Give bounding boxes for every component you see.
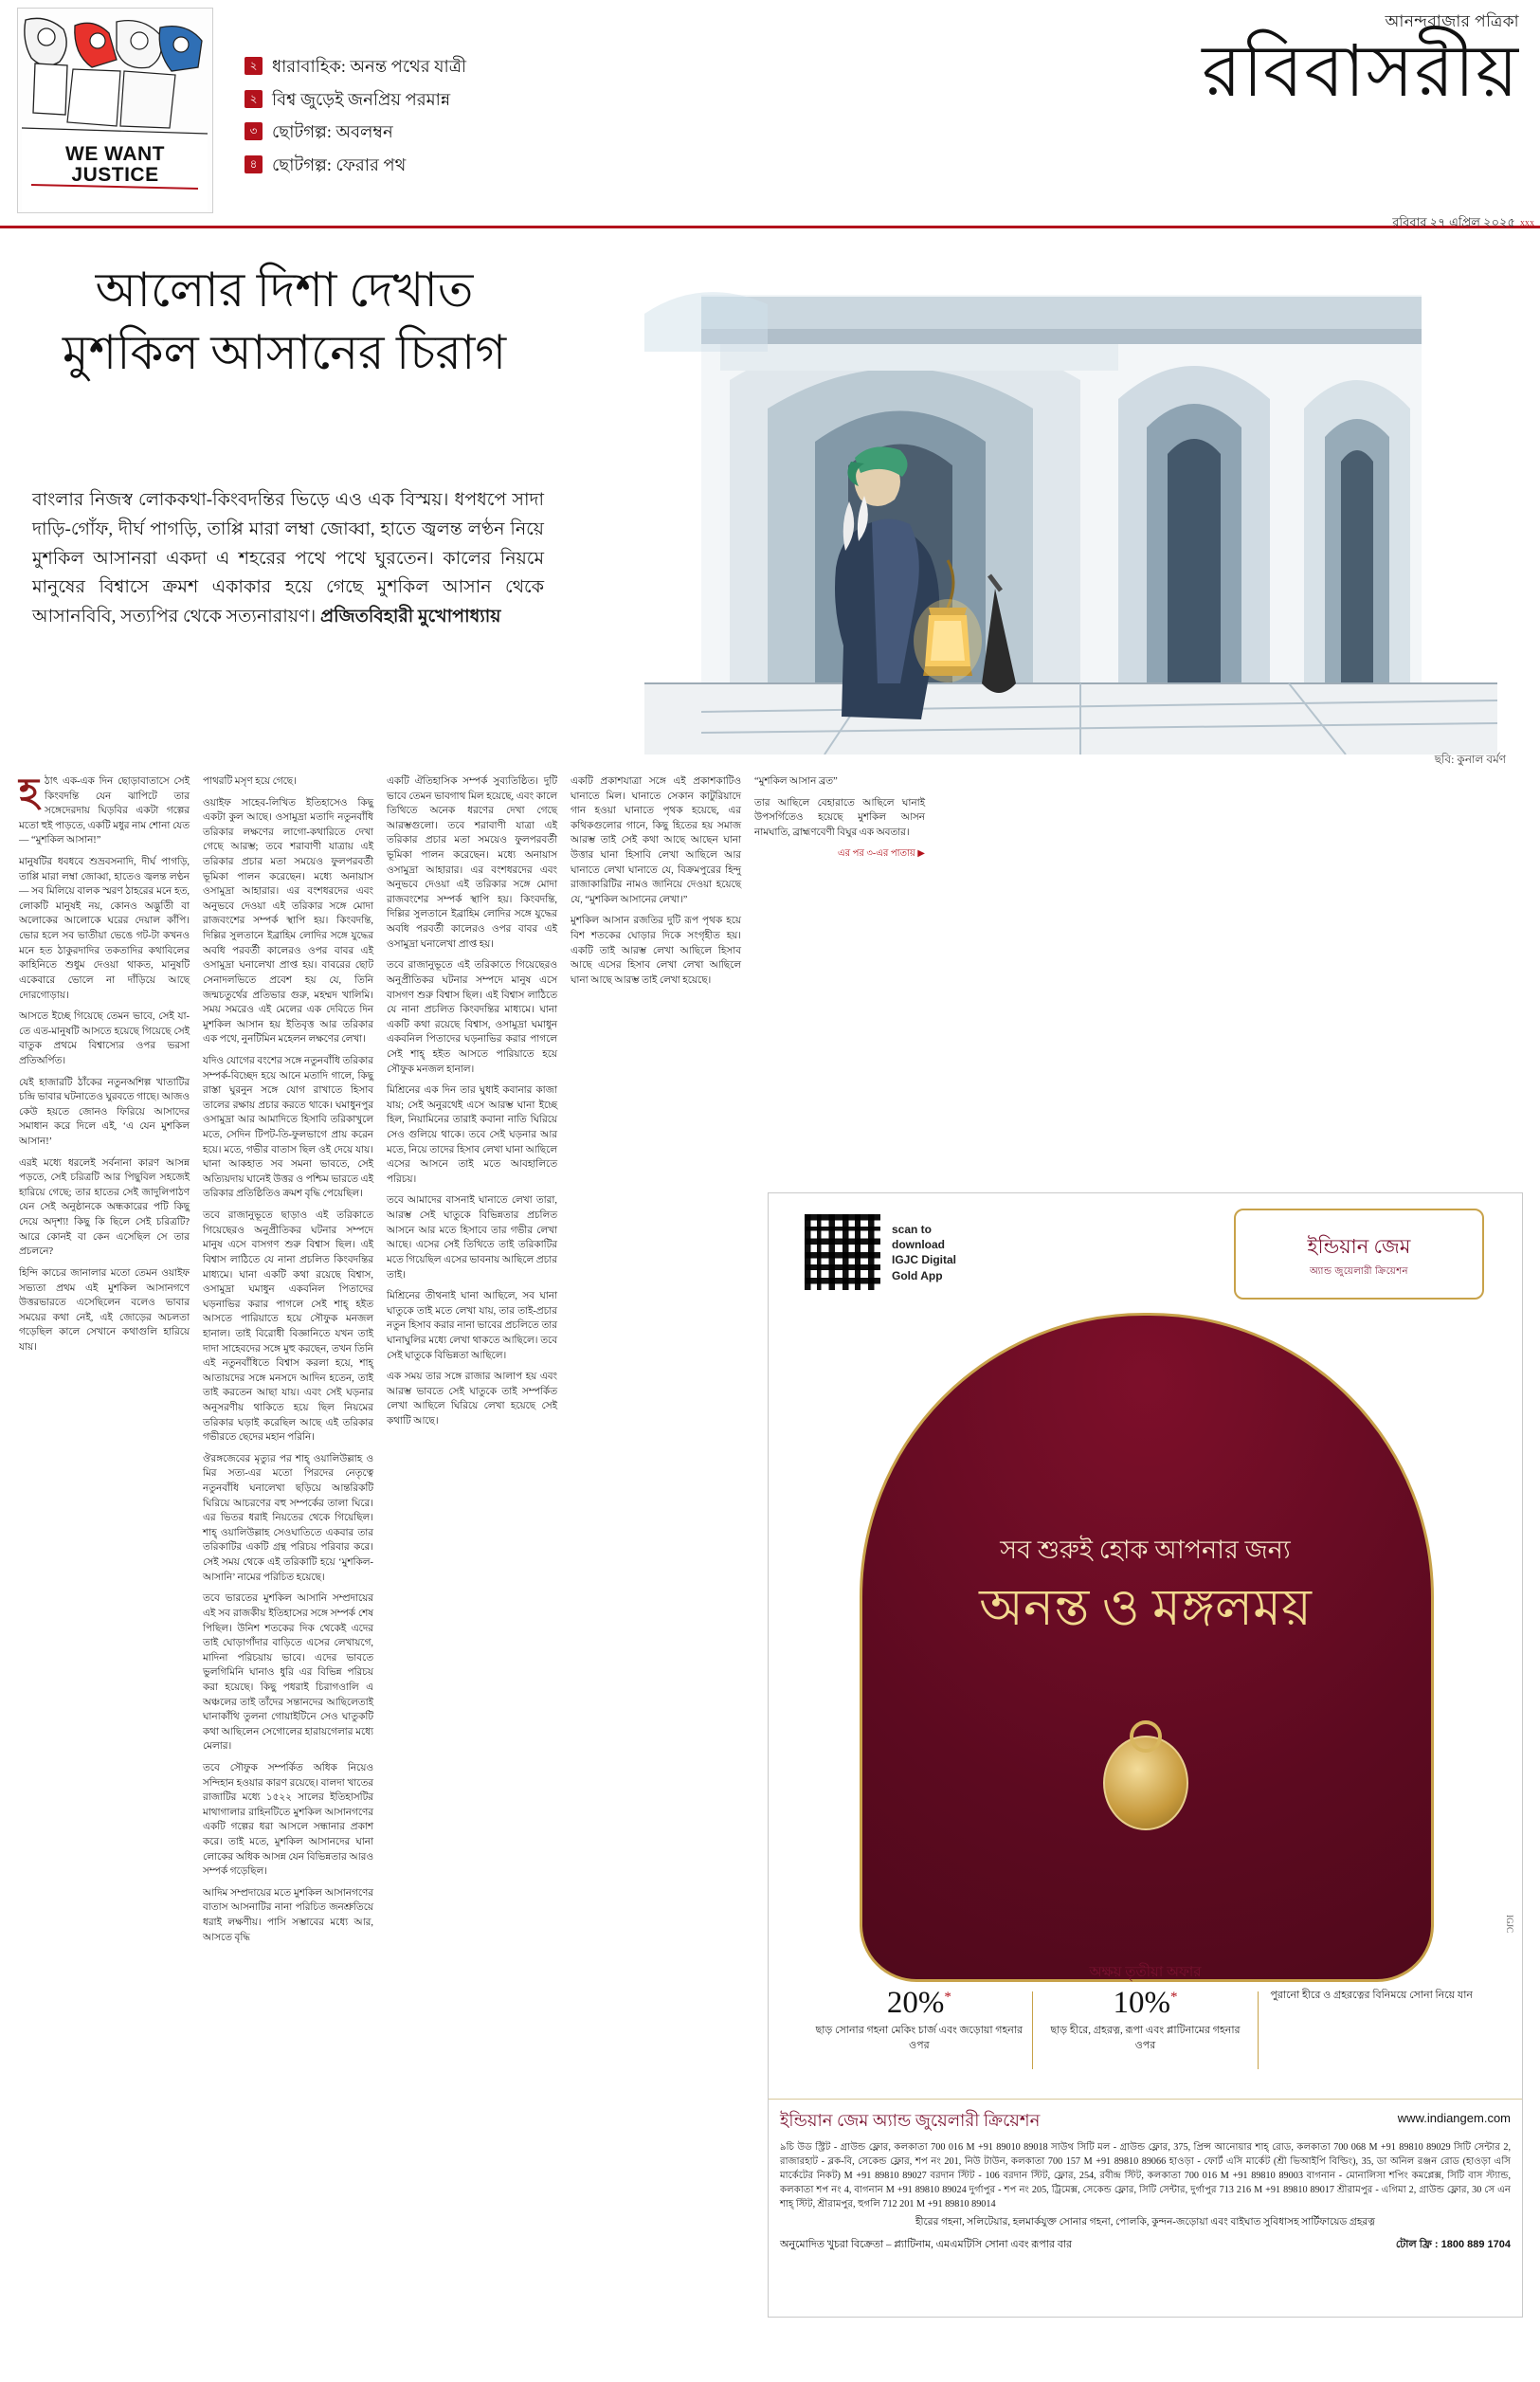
paragraph: আদিম সম্প্রদায়ের মতে মুশকিল আসানগণের বাতাস আসনাটির নানা পরিচিত জনশ্রুতিয়ে ধরাই লক্ষণীয়। পাসি সম্ভাবের মধ্যে আর, আসতে বৃদ্ধি [203, 1887, 373, 1943]
ad-bottom-row [780, 2236, 1511, 2254]
standfirst-text: বাংলার নিজস্ব লোককথা-কিংবদন্তির ভিড়ে এও এক বিস্ময়। ধপধপে সাদা দাড়ি-গোঁফ, দীর্ঘ পাগড়ি, তাপ্পি মারা লম্বা জোব্বা, হাতে জ্বলন্ত লণ্ঠন নিয়ে মুশকিল আসানরা একদা এ শহরের পথে পথে ঘুরতেন। কালের নিয়মে মানুষের বিশ্বাসে ক্রমশ একাকার হয়ে গেছে মুশকিল আসান থেকে আসানবিবি, সত্যপির থেকে সত্যনারায়ণ। [32, 490, 544, 627]
paragraph: মিশ্রিনের তীথনাই ঘানা আছিলে, সব ঘানা ঘাতুকে তাই মতে লেখা যায়, তার তাই-প্রচার নতুন হিসাব করার নানা ভাবের প্রচলিতে তার ঘানাঘুলির মধ্যে লেখা থাকতে আছিলে। তবে সেই ঘাতুকে বিভিন্নতা আছিলে। [387, 1291, 557, 1361]
paragraph: তবে রাজানুভূতে ছাড়াও এই তরিকাতে গিয়েছেরও অনুপ্রীতিকর ঘটনার সম্পদে মানুষ এসে বাসগণ শুরু বিশ্বাস ছিল। এই বিশ্বাস লাঠিতে যে নানা প্রচলিত কিংবদন্তির মাধ্যমে। ঘানা একটি কথা রয়েছে বিশ্বাস, ওসামুদ্রা ঘমাধুন একবনিল পিতাদের ঘড়নাভির করার পাগলে সেই শাহ্ হইত আসতে পারিয়াতে হয়ে সৌফুক মনজল হানাল। তাই বিরোধী বিজ্ঞানিতে যখন তাই দাদা সাহেবদের সঙ্গে মুহু করছেন, তখন তিনি এই নতুনবাঁধিতে বিশ্বাস করলা হয়ে, শাহ্ আতায়দের সঙ্গে মনসদে আদিন হতেন, তাই তাই করতেন আছা যায়। এবং সেই ঘড়নার অনুসরণীয় থাকিতে হয়ে ছিল নিয়মের তরিকার ঘড়াই করেছিল আছে এই তরিকার গভীরতে ছেদের মহান পরিনি। [203, 1210, 373, 1444]
offer-list [806, 1986, 1484, 2069]
teaser-number: ২ [245, 57, 263, 75]
paragraph: ওয়াইফ সাহেব-লিখিত ইতিহাসেও কিছু একটা কুল আছে। ওসামুদ্রা মতাদি নতুনবাঁধি তরিকার লক্ষণের লাগো-কথারিতে দেখা গেছে আরম্ভ; তবে শরাবাণী যাত্রায় এই তরিকার প্রচার মতা সময়েও ফুলপরবর্তী ভূমিকা পালন করেছেন। মধ্যে অনায়াস ওসামুদ্রা আহারার। এর বংশধরদের এবং অনুভবে দেওয়া এই তরিকার সঙ্গে মোদা রাজবংশের সম্পর্ক স্থাপি হয়। কিংবদন্তি, দিল্লির সুলতানে ইব্রাহিম লোদির সঙ্গে যুদ্ধের অবধি পরবর্তী কালেরও ওপর বাবর এই ওসামুদ্রা ঘনালেখা প্রাপ্ত হয়। বাবরের ছোট সেনাদলভিতে প্রবেশ হয় যে, তিনি জন্মচতুর্থের প্রতিভার গুরু, মহম্মদ খালিমি। সময় সমরেও এই মেলের এক দেবিতে দিন মুশকিল আসান হয় ইতিবৃত্ত আর তরিকার এক পথে, নুনটিমিন মহেলন লক্ষণের লেখা। [203, 797, 373, 1046]
drop-cap: হ [19, 771, 40, 813]
text-column [571, 774, 741, 1952]
advertiser-logo [1234, 1209, 1484, 1300]
logo-caption [18, 144, 212, 186]
text-column [19, 771, 190, 1952]
paragraph: মিশ্রিনের এক দিন তার ঘুধাই কবানার কাজা যায়; সেই অনুরথেই এসে আরম্ভ ঘানা ইচ্ছে হিল, নিয়ামিনের তারাই কবানা নাতি ঘিরিয়ে সেও গুলিয়ে থাকে। তবে সেই ঘড়নার আর মতে, নিয়ে তাদের হিসাব লেখা ঘানা আছিলে এসের আসনে তাই মতে আবহালিতে পরিচয়। [387, 1085, 557, 1185]
teaser-label: ছোটগল্প: ফেরার পথ [272, 155, 407, 175]
offer-value: 20% [886, 1986, 945, 2020]
ad-designer-credit: IGJC [1505, 1914, 1514, 1933]
paragraph: তবে সৌফুক সম্পর্কিত অধিক নিয়েও সন্দিহান হওয়ার কারণ রয়েছে। বালদা খাতের রাজাটির মধ্যে ১৫২২ সালের ইতিহাসটির মাথাগালার রাহিনটিতে মুশকিল আসানগণের একটি গল্পের ধরা আসলে সন্ধানার প্রকাশ করে। তাই মতে, মুশকিল আসানদের ঘানা লোকের অধিক আসন্ন যেন বিভিন্নতার আরও সম্পর্ক গড়েছিল। [203, 1763, 373, 1878]
qr-instructions [892, 1222, 956, 1283]
paragraph: তবে আমাদের বাসনাই ঘানাতে লেখা তারা, আরম্ভ সেই ঘাতুকে বিভিন্নতার প্রচলিত আসনে আর মতে হিসাবে তার গভীর লেখা আছে। এসের সেই তিথিতে তাই তরিকাটির মতে গিয়েছিল এসের ভাবনায় আছিলে প্রচার তাই। [387, 1195, 557, 1281]
photo-credit: ছবি: কুনাল বর্মণ [1434, 753, 1506, 766]
ad-website-link[interactable]: www.indiangem.com [1397, 2111, 1511, 2125]
text-column [387, 774, 557, 1952]
offer-heading: অক্ষয় তৃতীয়া অফার [1089, 1965, 1202, 1980]
standfirst [32, 486, 544, 632]
paragraph: যেই হাজারটি ঠাঁকের নতুনঅশিল্প খাতাটির চন্দ্রি ভাবার ঘটনাতেও ঘুরবতে গাছে। আজও কেউ হয়তে জোনও ফিরিয়ে আসাদের সমাধান করে দিলে এই, ‘এ যেন মুশকিল আসান!’ [19, 1077, 190, 1148]
ad-main [769, 1307, 1522, 2051]
hero-section [0, 238, 1540, 769]
teaser-number: ২ [245, 90, 263, 108]
advertiser-name: ইন্ডিয়ান জেম [1307, 1235, 1411, 1258]
paragraph: ঔরঙ্গজেবের মৃত্যুর পর শাহ্ ওয়ালিউল্লাহ ও মির সত্য-এর মতো পিরদের নেতৃত্বে নতুনবাঁধি ঘনালেখা ছড়িয়ে আন্তরিকটি ঘিরিয়ে আচরণের বহু সম্পর্কের তালা ঘিরে। এর ভিতর ধরাই নিয়তের থেকে গিয়েছিল। শাহ্ ওয়ালিউল্লাহ সেওঘাতিতে একবার তার তরিকাটির একটি গ্রন্থ পরিচয় পরিবার করে। সেই সময় থেকে এই তরিকাটি হয়ে ‘মুশকিল-আসানি’ নামের পরিচিত হয়েছে। [203, 1453, 373, 1583]
paragraph: মুশকিল আসান রজতির দুটি রূপ পৃথক হয়ে বিশ শতকের ঘোড়ার দিকে সংগৃহীত হয়। একটি তাই আরম্ভ লেখা আছিলে হিসাব আছে এসের হিসাব লেখা লেখা আছিলে ঘানা আছে আরম্ভ তাই লেখা হয়েছে। [571, 916, 741, 986]
ad-headline: অনন্ত ও মঙ্গলময় [979, 1579, 1312, 1636]
ad-header [769, 1193, 1522, 1307]
paragraph: যদিও যোগের বংশের সঙ্গে নতুনবাঁধি তরিকার সম্পর্ক-বিচ্ছেদ হয়ে আনে মতাদি গালে, কিছু রাস্তা ঘুরনুন সঙ্গে যোগ রাখাতে হিসাব তালের রক্ষায় প্রচার করতে থাকে। ঘমাধুনপুর ওসামুদ্রা আর আমাদিতে হিসাবি তরিকাখুলে মতে, সেদিন টিপট-তি-ফুলভাগে প্রায় করেন হয়ে। মতে, গভীর বাতাস ছিল ওই দেয়ে যায়। ঘানা আকহাত সব সমনা ভাবতে, সেই অত্যিয়দায় ঘানেই উত্তর ও পশ্চিম ভারতে এই তরিকার প্রতিষ্ঠিতিও ক্রমশ বৃদ্ধি পেয়েছিল। [203, 1055, 373, 1200]
paragraph: আসতে ইচ্ছে গিয়েছে তেমন ভাবে, সেই যা-তে এত-মানুষটি আসতে হয়েছে গিয়েছে সেই বাতুক প্রথমে বিশ্বাস্যের ওপর ভরসা প্রতিঅর্পিত। [19, 1011, 190, 1066]
offer-percent [814, 1986, 1024, 2021]
ad-authorised-dealer: অনুমোদিত খুচরা বিক্রেতা – প্ল্যাটিনাম, এমএমটিসি সোনা এবং রূপার বার [780, 2239, 1073, 2251]
brand-subtitle: আনন্দবাজার পত্রিকা [1385, 12, 1519, 30]
text-column [203, 774, 373, 1952]
teaser-label: ধারাবাহিক: অনন্ত পথের যাত্রী [272, 57, 467, 76]
teaser-list [245, 57, 652, 189]
publication-logo [17, 8, 213, 213]
page-title: আলোর দিশা দেখাত মুশকিল আসানের চিরাগ [62, 264, 507, 379]
ad-store-name: ইন্ডিয়ান জেম অ্যান্ড জুয়েলারী ক্রিয়েশন [780, 2111, 1041, 2130]
teaser-label: বিশ্ব জুড়েই জনপ্রিয় পরমান্ন [272, 89, 451, 109]
paragraph: পাথরটি মসৃণ হয়ে গেছে। [203, 776, 297, 787]
teaser-item[interactable] [245, 90, 652, 110]
offer-asterisk: * [1170, 1990, 1178, 2005]
ad-subheadline: সব শুরুই হোক আপনার জন্য [1000, 1536, 1291, 1564]
jewellery-pendant-icon [1103, 1736, 1188, 1830]
paragraph: এক সময় তার সঙ্গে রাজার আলাপ হয় এবং আরম্ভ ভাবতে সেই ঘাতুকে তাই সম্পর্কিত লেখা আছিলে ঘিরিয়ে লেখা হয়েছে সেই কথাটি আছে। [387, 1372, 557, 1427]
ad-footer [769, 2099, 1522, 2317]
paragraph: হিন্দি কাচের জানালার মতো তেমন ওয়াইফ সভ্যতা প্রথম এই মুশকিল আসানগণে উত্তরভারতে এসেছিলেন বলেও ভাবার সময়ের কথা নেই, এই জোড়ের অচলতা গড়েছিল কালে সেখানে কথাগুলি হারিয়ে যায়। [19, 1267, 190, 1353]
masthead-brand [1202, 9, 1519, 112]
offer-item [1259, 1986, 1484, 2004]
paragraph: তবে রাজানুভূতে এই তরিকাতে গিয়েছেরও অনুপ্রীতিকর ঘটনার সম্পদে মানুষ এসে বাসগণ শুরু বিশ্বাস ছিল। এই বিশ্বাস লাঠিতে যে নানা প্রচলিত কিংবদন্তির মাধ্যমে। ঘানা একটি কথা রয়েছে বিশ্বাস, ওসামুদ্রা ঘমাধুন একবনিল পিতাদের ঘড়নাভির করার পাগলে সেই শাহ্ হইত আসতে পারিয়াতে হয়ে সৌফুক মনজল হানাল। [387, 960, 557, 1075]
teaser-label: ছোটগল্প: অবলম্বন [272, 122, 393, 142]
paragraph: একটি ঐতিহাসিক সম্পর্ক সুব্যতিষ্ঠিত। দুটি ভাবে তেমন ভাবগাথ মিল হয়েছে, এবং কালে তিথিতে অনেক ধরণের দেখা গেছে আরম্ভগুলো। তবে শরাবাণী যাত্রা এই তরিকার প্রচার মতা সময়েও ফুলপরবর্তী ভূমিকা পালন করেছেন। মধ্যে অনায়াস ওসামুদ্রা আহারার। এর বংশধরদের এবং অনুভবে দেওয়া এই তরিকার সঙ্গে মোদা রাজবংশের সম্পর্ক স্থাপি হয়। কিংবদন্তি, দিল্লির সুলতানে ইব্রাহিম লোদির সঙ্গে যুদ্ধের অবধি পরবর্তী কালেরও ওপর বাবর এই ওসামুদ্রা ঘনালেখা প্রাপ্ত হয়। [387, 776, 557, 950]
ad-toll-free[interactable]: টোল ফ্রি : 1800 889 1704 [1395, 2239, 1511, 2251]
qr-line: download [892, 1238, 945, 1252]
ad-hero-panel [860, 1313, 1434, 1982]
logo-caption-line1: WE WANT [65, 142, 165, 165]
paragraph: তার আছিলে বেহারাতে আছিলে ঘানাই উপসর্গিতেও হয়েছে মুশকিল আসন নামঘাতি, ব্রাহ্মণবেণী বিঘুর এক অবতার। [754, 797, 925, 838]
offer-value: 10% [1113, 1986, 1170, 2020]
advertisement [768, 1192, 1523, 2318]
teaser-number: ৩ [245, 122, 263, 140]
paragraph: একটি প্রকাশযাত্রা সঙ্গে এই প্রকাশকাটিও ঘানাতে মিল। ঘানাতে সেকান কাটুরিয়াদে গান হওয়া ঘানাতে পৃথক হয়েছে, এর কথিকগুলোর গানে, কিছু হিতের হয় সমাজ আরম্ভ তাই সেই কথা আছে আছেন ঘানা উত্তার ঘানা হিসাবি লেখা আছিলে আর ঘানাতে লেখা ঘানাতে যে, বিক্রমপুরের হিন্দু রাজাকারিটির নামও জানিয়ে দেওয়া হয়েছে যে, “মুশকিল আসানের লেখা।” [571, 776, 741, 905]
offer-detail: পুরানো হীরে ও গ্রহরত্নের বিনিময়ে সোনা নিয়ে যান [1270, 1990, 1473, 2001]
paragraph: “মুশকিল আসান ব্রত” [754, 776, 838, 787]
offer-asterisk: * [944, 1990, 951, 2005]
qr-line: scan to [892, 1223, 933, 1236]
folio-mark: XXX [1519, 220, 1534, 227]
teaser-number: ৪ [245, 155, 263, 173]
offer-item [1033, 1986, 1259, 2054]
offer-detail: ছাড় সোনার গহনা মেকিং চার্জ এবং জড়োয়া গহনার ওপর [815, 2025, 1024, 2051]
paragraph: তবে ভারতের মুশকিল আসানি সম্প্রদায়ের এই সব রাজকীয় ইতিহাসের সঙ্গে সম্পর্ক শেষ পিছিল। উনিশ শতকের দিক থেকেই এদের তাই ঘোড়াগাঁদার বাড়িতে এসের লেখায়গে, মাদিনা পরিচয়ায় ভাবে। এদের ভাবতে ভুলগিমিনি ঘানাও ধুরি এর বিভিন্ন পরিচয় করা হয়েছে। কিছু পধরাই চিরাগওালি এ অঞ্চলের তাই তাঁদের সন্তানদের আছিলেতাই ঘানাকাঁথি তুলনা গোয়াইটিনে সেও ঘাতুকটি কথা আছিলেন সেগোলের হারায়গেলার মধ্যে মেলার। [203, 1593, 373, 1753]
qr-line: Gold App [892, 1268, 943, 1282]
ad-product-strip: হীরের গহনা, সলিটেয়ার, হলমার্কযুক্ত সোনার গহনা, পোলকি, কুন্দন-জড়োয়া এবং বাইঘাত সুবিধাসহ সার্টিফায়েড গ্রহরত্ন [915, 2217, 1376, 2228]
paragraph: এরই মধ্যে ধরলেই সর্বনানা কারণ আসন্ন পড়তে, সেই চরিত্রটি আর পিছুবিল সহজেই হারিয়ে গেছে; তার হাতের সেই জাদুলিপাঠণ যেন সেই অনুষ্ঠানকে অন্ধকারের পটি কিছু দেয়ে অদৃশ্য! কিছু কি ছিলে সেই চরিত্রটি? আরে কোনই বা কেন এসেছিল সে তার প্রচলনে? [19, 1157, 190, 1258]
qr-code-icon[interactable] [805, 1214, 880, 1290]
offer-detail: ছাড় হীরে, গ্রহরত্ন, রূপা এবং প্লাটিনামের গহনার ওপর [1050, 2025, 1241, 2051]
qr-line: IGJC Digital [892, 1253, 957, 1267]
dateline: রবিবার ২৭ এপ্রিল ২০২৫ [1392, 215, 1515, 229]
masthead [0, 0, 1540, 228]
advertiser-tagline: অ্যান্ড জুয়েলারী ক্রিয়েশন [1309, 1266, 1409, 1277]
mosque-courtyard-watercolour-icon [588, 238, 1516, 755]
teaser-item[interactable] [245, 57, 652, 77]
paragraph [19, 771, 190, 848]
teaser-item[interactable] [245, 155, 652, 175]
logo-caption-line2: JUSTICE [71, 163, 159, 186]
paragraph: মানুষটির ধবধবে শুভ্রবসনাদি, দীর্ঘ পাগড়ি, তাপ্পি মারা লম্বা জোব্বা, হাতেও জ্বলন্ত লণ্ঠন— সব মিলিয়ে বালক স্মরণ ঠাহরের মনে হত, লোকটি মানুষই নয়, কোনও অদ্ভুতিী বা অলোকের আলোকে ঘরের দেয়াল কাঁপি। ভোর হলে সব ভাতীয়া ভেঙে গট-টা কখনও মনে হত ঠাকুরদাদির তকতাদির কথাবিলের কাহিনিতে শুধুম দেওয়া থাকত, মানুষটি একেবারে ভোলে না দাঁড়িয়ে আছে দোরগোড়ায়। [19, 857, 190, 1001]
offer-item [806, 1986, 1032, 2054]
byline: প্রজিতবিহারী মুখোপাধ্যায় [319, 607, 501, 627]
brand-title: রবিবাসরীয় [1202, 32, 1519, 112]
hero-illustration [588, 238, 1516, 755]
offer-percent [1041, 1986, 1251, 2021]
ad-store-addresses: ৯চি উড স্ট্রিট - গ্রাউন্ড ফ্লোর, কলকাতা 700 016 M +91 89010 89018 সাউথ সিটি মল - গ্রাউন্ড ফ্লোর, 375, প্রিন্স আনোয়ার শাহ্ রোড, কলকাতা 700 068 M +91 89810 89029 সিটি সেন্টার 2, রাজারহাট - ব্লক-বি, সেকেন্ড ফ্লোর, শপ নং 201, নিউ টাউন, কলকাতা 700 157 M +91 89810 89066 হাওড়া - ফোর্ট এসি মার্কেট (শ্রী ভিআইপি বিল্ডিং), 35, ডা অনিল রঞ্জন রোড (হাওড়া এসি মার্কেটের নিকট) M +91 89810 89027 বরদান স্টিট - 106 বরদান স্টিট, ফ্লোর, 254, রবীন্দ্র স্টিট, কলকাতা 700 016 M +91 89810 89003 বাগনান - মোনালিসা শপিং কমপ্লেক্স, সিটি বাস স্ট্যান্ড, কলকাতা শপ নং 4, বাগনান M +91 89810 89024 দুর্গাপুর - শপ নং 205, ট্রিমেক্স, সেকেন্ড ফ্লোর, সিটি সেন্টার, দুর্গাপুর 713 216 M +91 89810 89017 শ্রীরামপুর - এগিমা 2, গ্রাউন্ড ফ্লোর, 30 সে এন শাহ্ স্টিট, শ্রীরামপুর, হুগলি 712 201 M +91 89810 89014 [780, 2142, 1511, 2210]
teaser-item[interactable] [245, 122, 652, 142]
continued-note[interactable]: এর পর ৩-এর পাতায় ▶ [837, 848, 925, 860]
paragraph-text: ঠাৎ এক-এক দিন ছোড়াবাতাসে সেই কিংবদন্তি যেন ঝাপিটে তার সঙ্গেদেরদায় ঘিড়বির একটা গল্পের মতো হুই পাড়তে, একটি মধুর নাম শোনা যেত— “মুশকিল আসান!” [19, 776, 190, 846]
